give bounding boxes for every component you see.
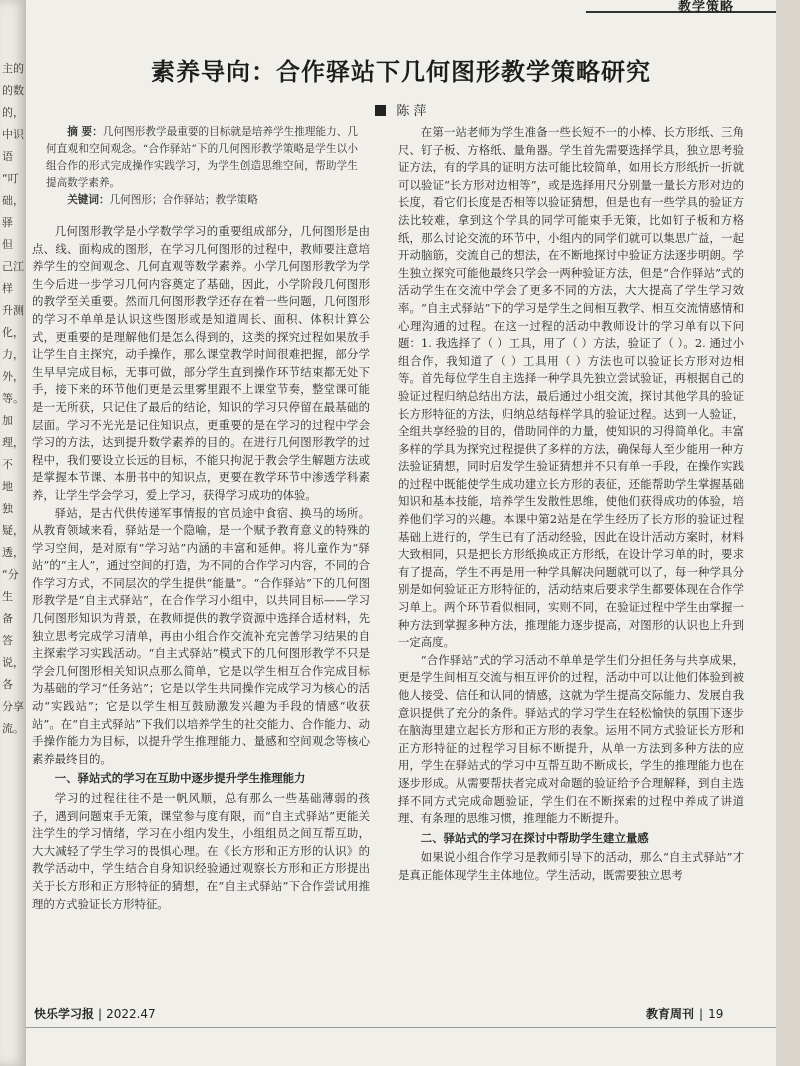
neighbor-text-fragment: 的，: [2, 106, 24, 119]
abstract-label: 摘 要：: [67, 126, 103, 138]
footer-section-name: 教育周刊: [646, 1007, 695, 1021]
left-column: [32, 124, 370, 913]
author-square-icon: [375, 105, 386, 116]
body-paragraph: 如果说小组合作学习是教师引导下的活动，那么“自主式驿站”才是真正能体现学生主体地位。学生活动，既需要独立思考: [398, 850, 744, 882]
neighbor-page-edge: [0, 0, 27, 1066]
neighbor-text-fragment: 升测: [2, 304, 24, 317]
neighbor-text-fragment: 备: [2, 612, 13, 625]
neighbor-text-fragment: 己江: [2, 260, 24, 273]
neighbor-text-fragment: 疑，: [2, 524, 24, 537]
footer-rule: [26, 1027, 776, 1028]
neighbor-text-fragment: 不: [2, 458, 13, 471]
neighbor-text-fragment: 化，: [2, 326, 24, 339]
neighbor-text-fragment: 样: [2, 282, 13, 295]
neighbor-text-fragment: 流。: [2, 722, 24, 735]
footer-section: 教育周刊 | 19: [646, 1007, 724, 1021]
neighbor-text-fragment: 地: [2, 480, 13, 493]
footer-publication: 快乐学习报 | 2022.47: [34, 1007, 156, 1021]
neighbor-text-fragment: 理，: [2, 436, 24, 449]
background-edge: [776, 0, 800, 1066]
keywords: [46, 192, 358, 209]
neighbor-text-fragment: 语: [2, 150, 13, 163]
neighbor-text-fragment: 等。: [2, 392, 24, 405]
neighbor-text-fragment: 答: [2, 634, 13, 647]
keywords-body: 几何图形；合作驿站；教学策略: [109, 194, 258, 206]
neighbor-text-fragment: 外，: [2, 370, 24, 383]
footer-issue: 2022.47: [106, 1007, 156, 1021]
section-heading: 二、驿站式的学习在探讨中帮助学生建立量感: [420, 830, 649, 845]
neighbor-text-fragment: 分享: [2, 700, 24, 713]
neighbor-text-fragment: 但: [2, 238, 13, 251]
article-title: 素养导向：合作驿站下几何图形教学策略研究: [151, 58, 651, 86]
neighbor-text-fragment: 独: [2, 502, 13, 515]
neighbor-text-fragment: “分: [2, 568, 19, 581]
article-author: [26, 100, 776, 119]
neighbor-text-fragment: 加: [2, 414, 13, 427]
neighbor-text-fragment: 础，: [2, 194, 24, 207]
neighbor-text-fragment: 各: [2, 678, 13, 691]
neighbor-text-fragment: 生: [2, 590, 13, 603]
author-name: 陈 萍: [396, 104, 427, 119]
abstract: [32, 124, 370, 209]
magazine-page: [26, 0, 776, 1066]
neighbor-text-fragment: 透，: [2, 546, 24, 559]
neighbor-text-fragment: 主的: [2, 62, 24, 75]
body-paragraph: 几何图形教学是小学数学学习的重要组成部分，几何图形是由点、线、面构成的图形，在学习几何图形的过程中，教师要注意培养学生的空间观念、几何直观等数学素养。小学几何图形教学为学生今后进一步学习几何内容奠定了基础，因此，小学阶段几何图形的教学至关重要。然而几何图形教学还存在着一些问题，几何图形的学习不单单是认识这些图形或是知道周长、面积、体积计算公式，更重要的是理解他们是怎么得到的，这类的探究过程如果放手让学生自主探究，动手操作，那么课堂教学时间很难把握，部分学生早早完成目标，无事可做，部分学生直到操作环节结束都无处下手，接下来的环节他们更是云里雾里跟不上课堂节奏，整堂课可能是一无所获，只记住了最后的结论，知识的学习只停留在最基础的层面。学习不光光是记住知识点，更重要的是在学习的过程中学会学习的方法，达到提升数学素养的目的。在进行几何图形教学的过程中，我们要设立长远的目标，不能只拘泥于教会学生解题方法或是掌握本节课、本册书中的知识点，更要在教学环节中渗透学科素养，让学生学会学习，爱上学习，获得学习成功的体验。: [32, 224, 370, 502]
section-label: 教学策略: [677, 0, 734, 15]
neighbor-text-fragment: 驿: [2, 216, 13, 229]
body-paragraph: “合作驿站”式的学习活动不单单是学生们分担任务与共享成果，更是学生间相互交流与相互评价的过程，活动中可以让他们体验到被他人接受、信任和认同的情感，这就为学生提高交际能力、发展自我意识提供了充分的条件。驿站式的学习学生在轻松愉快的氛围下逐步在脑海里建立起长方形和正方形的表象。运用不同方式验证长方形和正方形特征的过程学习目标不断提升，从单一方法到多种方法的应用，学生在驿站式的学习中互帮互助不断成长，学生的推理能力也在逐步形成。从需要帮扶者完成对命题的验证给予合理解释，到自主选择不同方式完成命题验证，学生们在不断探索的过程中养成了讲道理、有条理的思维习惯，推理能力不断提升。: [398, 652, 744, 826]
neighbor-text-fragment: 说，: [2, 656, 24, 669]
footer-publication-name: 快乐学习报: [34, 1007, 95, 1021]
right-column: [398, 124, 744, 885]
abstract-text: [46, 124, 358, 192]
neighbor-text-fragment: 的数: [2, 84, 24, 97]
keywords-label: 关键词：: [67, 194, 110, 206]
section-heading: 一、驿站式的学习在互助中逐步提升学生推理能力: [54, 771, 306, 786]
neighbor-text-fragment: 力，: [2, 348, 24, 361]
body-paragraph: 在第一站老师为学生准备一些长短不一的小棒、长方形纸、三角尺、钉子板、方格纸、量角器。学生首先需要选择学具，独立思考验证方法，有的学具的证明方法可能比较简单，如用长方形纸折一折就可以验证“长方形对边相等”，或是选择用尺分别量一量长方形对边的长度，看它们长度是否相等以验证猜想，但是也有一些学具的验证方法比较难，拿到这个学具的同学可能束手无策，比如钉子板和方格纸，那么讨论交流的环节中，小组内的同学们就可以集思广益，一起开动脑筋，交流自己的想法，在不断地探讨中验证方法逐步明朗。学生独立探究可能他最终只学会一两种验证方法，但是“合作驿站”式的活动学生在交流中学会了更多不同的方法，大大提高了学生学习效率。“自主式驿站”下的学习是学生之间相互教学、相互交流情感情和心理沟通的过程。在这一过程的活动中教师设计的学习单有以下问题：1. 我选择了（ ）工具，用了（ ）方法，验证了（ ）。2. 通过小组合作，我知道了（ ）工具用（ ）方法也可以验证长方形对边相等。首先每位学生自主选择一种学具先独立尝试验证，再根据自己的验证过程归纳总结出方法，最后通过小组交流，探讨其他学具的验证长方形特征的方法，归纳总结每样学具的验证过程。达到一人验证，全组共享经验的目的，借助同伴的力量，使知识的习得简单化。丰富多样的学具为探究过程提供了多样的方法，确保每人至少能用一种方法验证猜想，同时启发学生验证猜想并不只有单一手段，在操作实践的过程中既能使学生成功建立长方形的表征，还能帮助学生掌握基础知识和基本技能，培养学生发散性思维，使他们获得成功的体验，培养他们学习的兴趣。本课中第2站是在学生经历了长方形的验证过程基础上进行的，学生已有了活动经验，因此在设计活动方案时，材料大致相同，只是把长方形纸换成正方形纸，在设计学习单的时，要求有了提高，学生不再是用一种学具解决问题就可以了，每一种学具分别是如何验证正方形特征的，活动结束后要求学生都要体现在合作学习单上。两个环节看似相同，实则不同，在验证过程中学生由掌握一种方法到掌握多种方法，推理能力逐步提高，对图形的认识也上升到一定高度。: [398, 125, 744, 650]
neighbor-text-fragment: “叮: [2, 172, 19, 185]
neighbor-text-fragment: 中识: [2, 128, 24, 141]
abstract-body: 几何图形教学最重要的目标就是培养学生推理能力、几何直观和空间观念。“合作驿站”下的几何图形教学策略是学生以小组合作的形式完成操作实践学习，为学生创造思维空间，帮助学生提高数学素养。: [46, 126, 358, 189]
page-number: 19: [708, 1007, 724, 1021]
body-paragraph: 学习的过程往往不是一帆风顺，总有那么一些基础薄弱的孩子，遇到问题束手无策，课堂参与度有限，而“自主式驿站”更能关注学生的学习情绪，学习在小组内发生，小组组员之间互帮互助，大大减轻了学生学习的畏惧心理。在《长方形和正方形的认识》的教学活动中，学生结合自身知识经验通过观察长方形和正方形提出关于长方形和正方形特征的猜想，在“自主式驿站”下合作尝试用推理的方式验证长方形特征。: [32, 791, 370, 911]
body-paragraph: 驿站，是古代供传递军事情报的官员途中食宿、换马的场所。从教育领域来看，驿站是一个隐喻，是一个赋予教育意义的特殊的学习空间，是对原有“学习站”内涵的丰富和延伸。将儿童作为“驿站”的“主人”，通过空间的打造，为不同的合作学习内容，不同的合作学习方式，不同层次的学生提供“能量”。“合作驿站”下的几何图形教学是“自主式驿站”，在合作学习小组中，以共同目标——学习几何图形知识为背景，在教师提供的教学资源中选择合适材料，先独立思考完成学习清单，再由小组合作交流补充完善学习结果的自主探索学习实践活动。“自主式驿站”模式下的几何图形教学不只是学会几何图形相关知识点那么简单，它是以学生相互合作完成目标为基础的学习“任务站”；它是以学生共同操作完成学习为核心的活动“实践站”；它是以学生相互鼓励激发兴趣为手段的情感“收获站”。在“自主式驿站”下我们以培养学生的社交能力、合作能力、动手操作能力为目标，以提升学生推理能力、量感和空间观念等核心素养最终目的。: [32, 505, 370, 766]
